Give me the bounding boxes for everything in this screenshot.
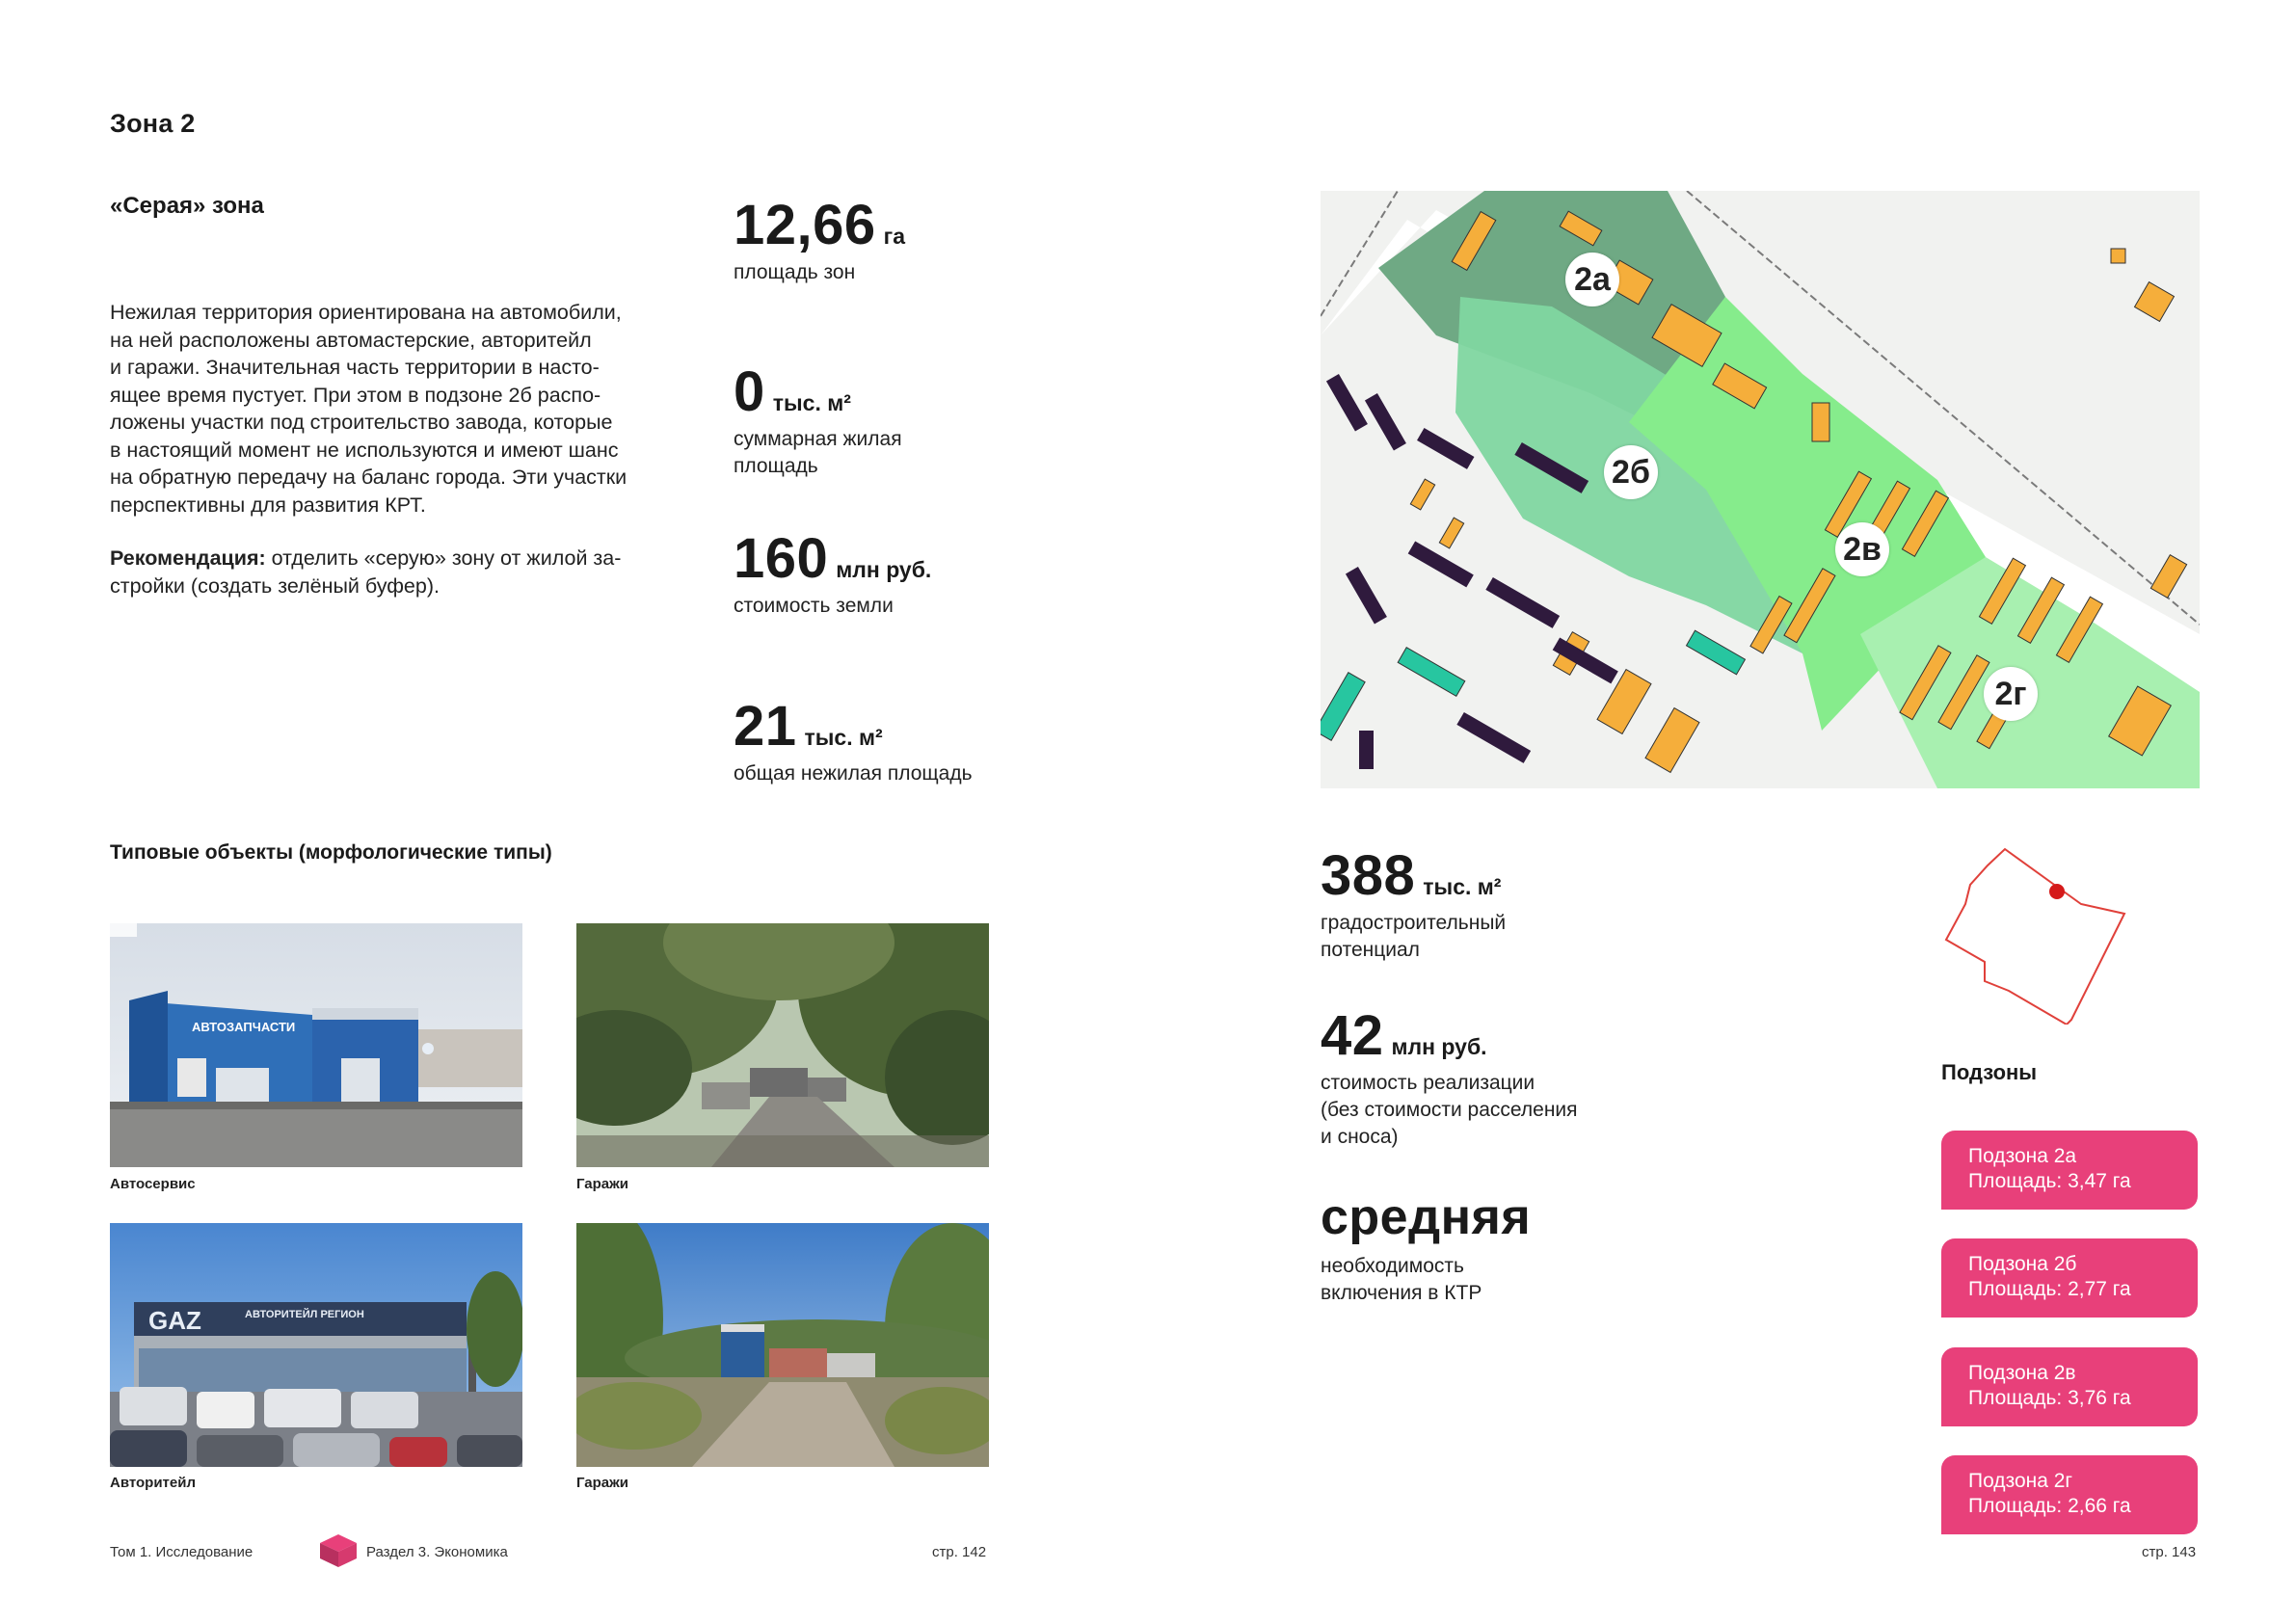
footer-section: Раздел 3. Экономика (366, 1544, 508, 1560)
subzone-card-2b (1941, 1238, 2198, 1318)
photo-autoretail (110, 1223, 522, 1467)
subzone-card-2v (1941, 1347, 2198, 1426)
recommendation (110, 545, 669, 599)
description-line: ложены участки под строительство завода, которые (110, 411, 613, 434)
stat-caption: стоимость земли (734, 595, 894, 617)
map-label-2g: 2г (1984, 667, 2038, 721)
stat-value: 12,66 (734, 194, 876, 256)
section-logo-icon (318, 1532, 359, 1569)
map-label-2b: 2б (1604, 445, 1658, 499)
stat-caption: включения в КТР (1321, 1282, 1482, 1304)
description-line: в настоящий момент не используются и имеют шанс (110, 438, 619, 462)
zone-subtitle: «Серая» зона (110, 193, 264, 219)
stat-implementation-cost (1321, 1004, 1578, 1151)
stat-caption: стоимость реализации (1321, 1072, 1535, 1094)
subzone-card-2g (1941, 1455, 2198, 1534)
stat-unit: млн руб. (1391, 1034, 1487, 1059)
zone-description (110, 299, 669, 519)
subzone-area: Площадь: 3,47 га (1968, 1170, 2131, 1192)
map-label-2a: 2а (1565, 253, 1619, 306)
stat-ktr-need (1321, 1189, 1531, 1307)
subzone-name: Подзона 2б (1968, 1253, 2077, 1275)
description-line: Нежилая территория ориентирована на автомобили, (110, 301, 622, 324)
photo-sign: АВТОРИТЕЙЛ РЕГИОН (245, 1309, 364, 1320)
description-line: на ней расположены автомастерские, авторитейл (110, 328, 592, 352)
stat-value: 388 (1321, 844, 1416, 907)
photo-caption: Автосервис (110, 1176, 196, 1192)
photo-caption: Гаражи (576, 1475, 629, 1491)
photo-garages-1 (576, 923, 989, 1167)
description-line: на обратную передачу на баланс города. Эти участки (110, 466, 627, 489)
stat-value: 160 (734, 527, 829, 590)
zone-title: Зона 2 (110, 109, 196, 138)
stat-caption: общая нежилая площадь (734, 762, 973, 785)
stat-caption: суммарная жилая (734, 428, 902, 450)
stat-unit: млн руб. (836, 557, 932, 582)
subzone-name: Подзона 2г (1968, 1470, 2073, 1492)
subzone-area: Площадь: 2,66 га (1968, 1495, 2131, 1517)
stat-caption: потенциал (1321, 939, 1420, 961)
subzone-name: Подзона 2а (1968, 1145, 2077, 1167)
photo-caption: Авторитейл (110, 1475, 196, 1491)
stat-caption: градостроительный (1321, 912, 1507, 934)
typical-objects-title: Типовые объекты (морфологические типы) (110, 841, 552, 864)
recommendation-label: Рекомендация: (110, 546, 266, 570)
stat-residential-area (734, 360, 902, 480)
subzone-area: Площадь: 3,76 га (1968, 1387, 2131, 1409)
description-line: и гаражи. Значительная часть территории в насто- (110, 356, 600, 379)
stat-value: средняя (1321, 1189, 1532, 1245)
stat-land-cost (734, 527, 932, 620)
subzones-title: Подзоны (1941, 1060, 2038, 1084)
subzone-card-2a (1941, 1131, 2198, 1210)
stat-unit: тыс. м² (1423, 874, 1502, 899)
stat-caption: необходимость (1321, 1255, 1464, 1277)
stat-zone-area (734, 194, 906, 286)
footer-page-left: стр. 142 (932, 1544, 987, 1560)
photo-sign: GAZ (148, 1306, 201, 1335)
map-label-2v: 2в (1835, 522, 1889, 576)
photo-garages-2 (576, 1223, 989, 1467)
location-outline-map (1941, 846, 2134, 1025)
stat-caption: и сноса) (1321, 1126, 1399, 1148)
stat-urban-potential (1321, 844, 1507, 964)
photo-sign: АВТОЗАПЧАСТИ (192, 1020, 296, 1034)
recommendation-text: отделить «серую» зону от жилой за- (265, 546, 622, 570)
subzone-name: Подзона 2в (1968, 1362, 2076, 1384)
stat-unit: тыс. м² (804, 725, 883, 750)
zone-map (1321, 191, 2200, 788)
subzone-area: Площадь: 2,77 га (1968, 1278, 2131, 1300)
stat-caption: (без стоимости расселения (1321, 1099, 1578, 1121)
stat-value: 0 (734, 360, 765, 423)
stat-value: 42 (1321, 1004, 1384, 1067)
photo-caption: Гаражи (576, 1176, 629, 1192)
stat-value: 21 (734, 695, 797, 758)
footer-page-right: стр. 143 (2142, 1544, 2197, 1560)
stat-unit: тыс. м² (772, 390, 851, 415)
description-line: ящее время пустует. При этом в подзоне 2б распо- (110, 383, 601, 407)
location-marker-icon (2049, 884, 2065, 899)
stat-nonresidential-area (734, 695, 973, 787)
footer-volume: Том 1. Исследование (110, 1544, 254, 1560)
stat-caption: площадь зон (734, 261, 856, 283)
recommendation-text: стройки (создать зелёный буфер). (110, 573, 440, 598)
stat-unit: га (883, 224, 906, 249)
stat-caption: площадь (734, 455, 818, 477)
description-line: перспективны для развития КРТ. (110, 493, 426, 517)
photo-autoservice (110, 923, 522, 1167)
